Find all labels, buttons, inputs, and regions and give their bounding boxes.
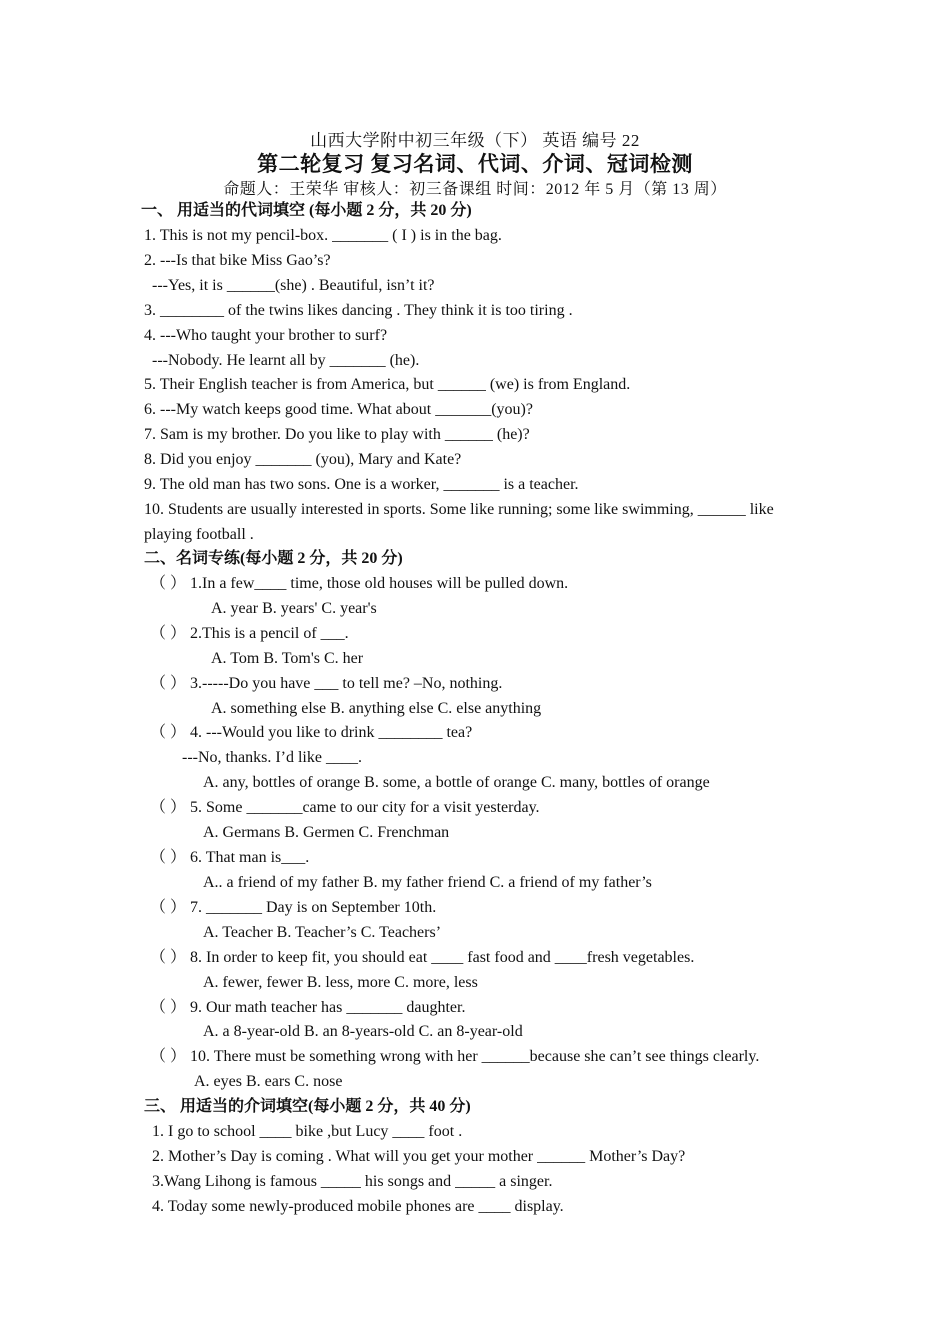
s2-options: A. eyes B. ears C. nose <box>194 1073 343 1090</box>
s1-line: 9. The old man has two sons. One is a worker, _______ is a teacher. <box>144 476 579 493</box>
s2-question <box>150 723 472 743</box>
s1-line: 10. Students are usually interested in sports. Some like running; some like swimming, ______ like <box>144 501 774 518</box>
question-text: 6. That man is___. <box>190 849 310 866</box>
s1-line: 7. Sam is my brother. Do you like to play with ______ (he)? <box>144 426 530 443</box>
s2-options: A. Tom B. Tom's C. her <box>211 650 364 667</box>
s2-question <box>150 798 540 818</box>
question-text: 7. _______ Day is on September 10th. <box>190 899 437 916</box>
section2-heading: 二、名词专练(每小题 2 分，共 20 分) <box>144 550 403 567</box>
answer-paren: （ ） <box>150 724 187 741</box>
answer-paren: （ ） <box>150 849 187 866</box>
answer-paren: （ ） <box>150 949 187 966</box>
s3-line: 4. Today some newly-produced mobile phones are ____ display. <box>152 1198 564 1215</box>
s2-question <box>150 624 349 644</box>
s2-options: A.. a friend of my father B. my father friend C. a friend of my father’s <box>203 874 652 891</box>
s3-line: 2. Mother’s Day is coming . What will you get your mother ______ Mother’s Day? <box>152 1148 686 1165</box>
answer-paren: （ ） <box>150 899 187 916</box>
question-text: 4. ---Would you like to drink ________ tea? <box>190 724 473 741</box>
school-line: 山西大学附中初三年级（下） 英语 编号 22 <box>310 131 640 150</box>
s2-options: A. year B. years' C. year's <box>211 600 377 617</box>
answer-paren: （ ） <box>150 575 187 592</box>
question-text: 9. Our math teacher has _______ daughter. <box>190 999 466 1016</box>
question-text: 2.This is a pencil of ___. <box>190 625 349 642</box>
answer-paren: （ ） <box>150 799 187 816</box>
s2-options: A. fewer, fewer B. less, more C. more, less <box>203 974 478 991</box>
s2-options: A. something else B. anything else C. else anything <box>211 700 542 717</box>
section3-heading: 三、 用适当的介词填空(每小题 2 分，共 40 分) <box>144 1098 471 1115</box>
s1-line: 6. ---My watch keeps good time. What about _______(you)? <box>144 401 533 418</box>
question-text: 3.-----Do you have ___ to tell me? –No, nothing. <box>190 675 503 692</box>
question-text: 5. Some _______came to our city for a visit yesterday. <box>190 799 540 816</box>
s2-question <box>150 574 568 594</box>
s1-line: 2. ---Is that bike Miss Gao’s? <box>144 252 331 269</box>
question-text: 1.In a few____ time, those old houses will be pulled down. <box>190 575 569 592</box>
s1-line: ---Nobody. He learnt all by _______ (he). <box>152 352 420 369</box>
answer-paren: （ ） <box>150 625 187 642</box>
s1-line: 8. Did you enjoy _______ (you), Mary and Kate? <box>144 451 462 468</box>
exam-meta: 命题人：王荣华 审核人：初三备课组 时间：2012 年 5 月（第 13 周） <box>223 181 727 198</box>
s2-question <box>150 674 502 694</box>
question-text: 10. There must be something wrong with her ______because she can’t see things clearly. <box>190 1048 760 1065</box>
question-text: 8. In order to keep fit, you should eat ____ fast food and ____fresh vegetables. <box>190 949 695 966</box>
s2-reply: ---No, thanks. I’d like ____. <box>182 749 362 766</box>
s1-line: 5. Their English teacher is from America, but ______ (we) is from England. <box>144 376 631 393</box>
answer-paren: （ ） <box>150 999 187 1016</box>
section1-heading: 一、 用适当的代词填空 (每小题 2 分，共 20 分) <box>141 202 472 219</box>
s1-line: 3. ________ of the twins likes dancing . They think it is too tiring . <box>144 302 573 319</box>
s1-line: 1. This is not my pencil-box. _______ ( I ) is in the bag. <box>144 227 502 244</box>
s2-options: A. a 8-year-old B. an 8-years-old C. an 8-year-old <box>203 1023 523 1040</box>
s1-line: 4. ---Who taught your brother to surf? <box>144 327 388 344</box>
s1-line: playing football . <box>144 526 254 543</box>
s2-question <box>150 898 436 918</box>
s2-question <box>150 1047 759 1067</box>
answer-paren: （ ） <box>150 675 187 692</box>
answer-paren: （ ） <box>150 1048 187 1065</box>
s3-line: 3.Wang Lihong is famous _____ his songs and _____ a singer. <box>152 1173 553 1190</box>
s3-line: 1. I go to school ____ bike ,but Lucy ____ foot . <box>152 1123 463 1140</box>
s1-line: ---Yes, it is ______(she) . Beautiful, isn’t it? <box>152 277 435 294</box>
s2-question <box>150 848 309 868</box>
s2-options: A. Teacher B. Teacher’s C. Teachers’ <box>203 924 442 941</box>
page-title: 第二轮复习 复习名词、代词、介词、冠词检测 <box>257 152 693 176</box>
s2-options: A. Germans B. Germen C. Frenchman <box>203 824 450 841</box>
s2-question <box>150 948 694 968</box>
s2-question <box>150 998 465 1018</box>
s2-options: A. any, bottles of orange B. some, a bottle of orange C. many, bottles of orange <box>203 774 710 791</box>
